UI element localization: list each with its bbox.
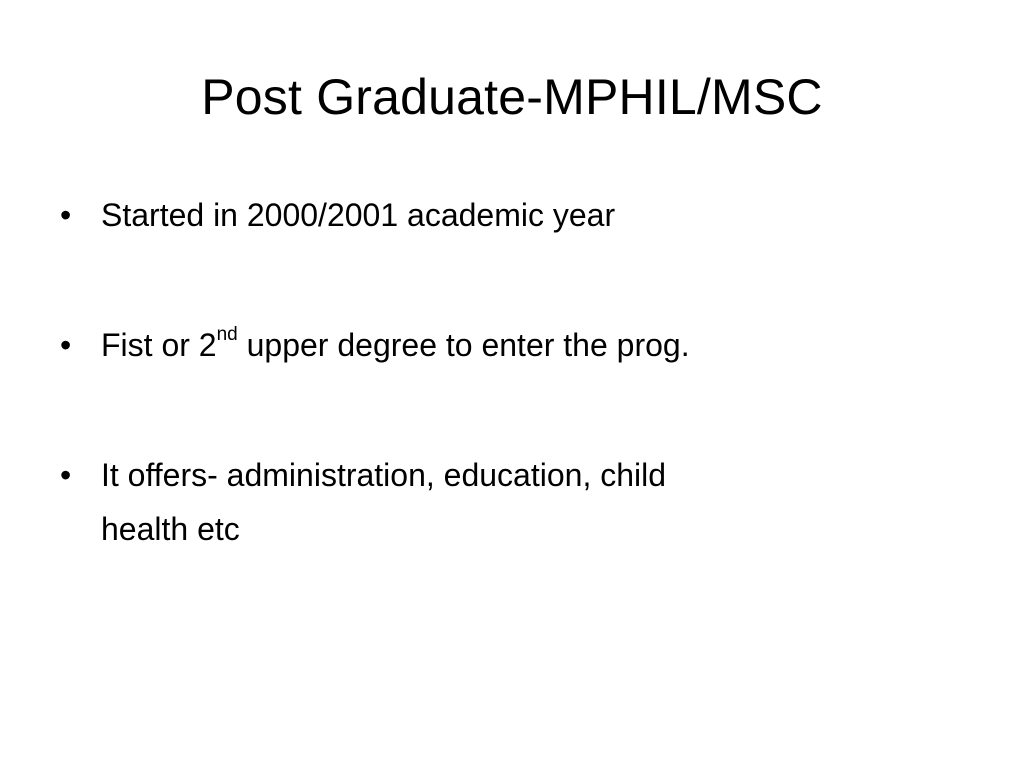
- bullet-item-offerings: [60, 448, 960, 556]
- bullet-text: Started in 2000/2001 academic year: [101, 197, 616, 233]
- bullet-list: [60, 188, 960, 556]
- bullet-icon: •: [60, 197, 72, 233]
- bullet-text-line-2: health etc: [101, 511, 240, 547]
- bullet-text-after-superscript: upper degree to enter the prog.: [237, 327, 690, 363]
- bullet-text-line-1: It offers- administration, education, child: [101, 457, 667, 493]
- ordinal-superscript: nd: [216, 324, 238, 346]
- bullet-item-start-year: [60, 188, 960, 242]
- bullet-icon: •: [60, 327, 72, 363]
- bullet-item-entry-requirement: [60, 318, 960, 372]
- slide-title: Post Graduate-MPHIL/MSC: [201, 69, 823, 125]
- bullet-icon: •: [60, 457, 72, 493]
- bullet-text-before-superscript: Fist or 2: [101, 327, 217, 363]
